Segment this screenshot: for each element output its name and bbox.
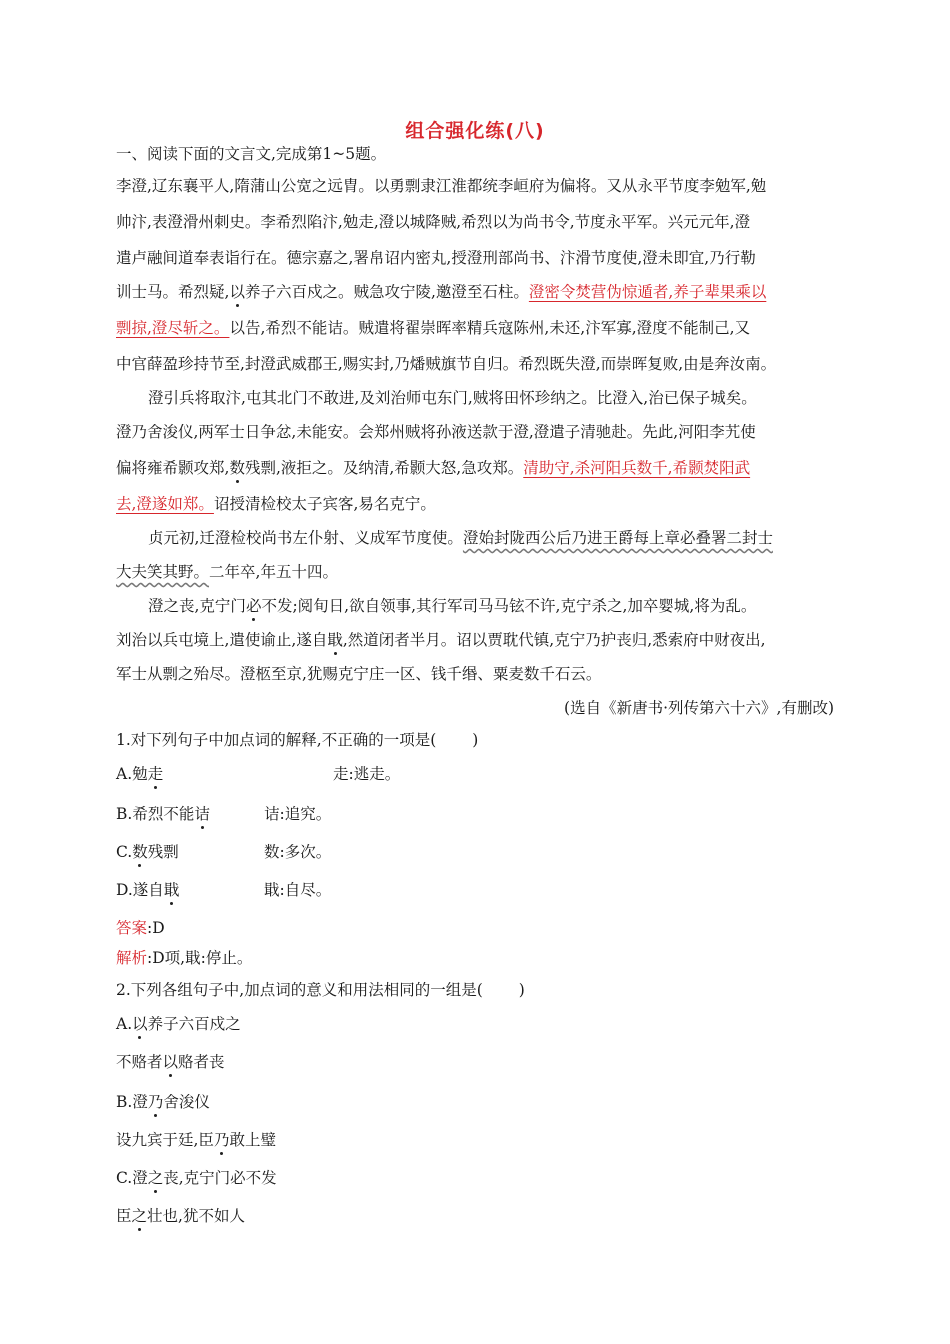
dotted-word: 以 <box>229 283 245 301</box>
answer <box>116 918 165 938</box>
analysis-label: 解析 <box>116 949 148 967</box>
underlined-sentence-1: 澄密令焚营伪惊遁者,养子辈果乘以 <box>528 283 767 301</box>
dotted-word: 诘 <box>194 805 210 823</box>
option-b-line-2: 设九宾于廷,臣乃敢上璧 <box>116 1131 276 1149</box>
passage-text: 养子六百戍之。贼急攻宁陵,邀澄至石柱。 <box>244 283 529 301</box>
passage-line: 遣卢融间道奉表诣行在。德宗嘉之,署帛诏内密丸,授澄刑部尚书、汴滑节度使,澄未即宜,乃行勒 <box>116 249 756 267</box>
question-text: 1.对下列句子中加点词的解释,不正确的一项是( <box>116 731 437 749</box>
passage-text: 刘治以兵屯境上,遣使谕止,遂自 <box>116 631 328 649</box>
section-intro: 一、阅读下面的文言文,完成第1~5题。 <box>116 145 387 163</box>
underlined-sentence-2-cont: 去,澄遂如郑。 <box>116 495 214 513</box>
underlined-sentence-2: 清助守,杀河阳兵数千,希颢焚阳武 <box>523 459 751 477</box>
passage-line <box>116 562 338 582</box>
wavy-underlined-sentence: 澄始封陇西公后乃进王爵每上章必叠署二封士 <box>462 529 773 547</box>
passage-text: 训士马。希烈疑, <box>116 283 230 301</box>
option-c-line-2: 臣之壮也,犹不如人 <box>116 1207 245 1225</box>
passage-line <box>148 528 773 548</box>
passage-text: 诏授清检校太子宾客,易名克宁。 <box>213 495 436 513</box>
question-text: ) <box>472 731 479 749</box>
option-b-explanation: 诘:追究。 <box>264 805 332 823</box>
option-label: D.遂自 <box>116 881 164 899</box>
dotted-word: 以 <box>132 1015 148 1033</box>
option-c-line-1: C.澄之丧,克宁门必不发 <box>116 1169 277 1187</box>
option-b <box>116 804 210 824</box>
option-a-line-1: A.以养子六百戍之 <box>116 1015 241 1033</box>
passage-line <box>116 458 750 478</box>
question-1-stem <box>116 730 478 750</box>
option-b-line-1: B.澄乃舍浚仪 <box>116 1093 210 1111</box>
passage-text: 残剽,液拒之。及纳清,希颢大怒,急攻郑。 <box>244 459 524 477</box>
passage-line: 中官薛盈珍持节至,封澄武威郡王,赐实封,乃燔贼旗节自归。希烈既失澄,而崇晖复败,由是奔汝南。 <box>116 355 777 373</box>
passage-text: 不发;阅旬日,欲自领事,其行军司马马铉不许,克宁杀之,加卒婴城,将为乱。 <box>261 597 757 615</box>
dotted-word: 戢 <box>327 631 343 649</box>
passage-line <box>116 212 750 232</box>
passage-text: 二年卒,年五十四。 <box>209 563 338 581</box>
passage-line: 李澄,辽东襄平人,隋蒲山公宽之远胄。以勇剽隶江淮都统李峘府为偏将。又从永平节度李勉军,勉 <box>116 177 767 195</box>
dotted-word: 之 <box>131 1207 148 1225</box>
question-2-stem <box>116 980 525 1000</box>
dotted-word: 数 <box>132 843 148 861</box>
option-c <box>116 842 179 862</box>
option-label: A.勉 <box>116 765 148 783</box>
question-text: 2.下列各组句子中,加点词的意义和用法相同的一组是( <box>116 981 483 999</box>
passage-text: ,然道闭者半月。诏以贾耽代镇,克宁乃护丧归,悉索府中财夜出, <box>342 631 766 649</box>
passage-line <box>116 282 766 302</box>
passage-line <box>116 318 750 338</box>
answer-value: :D <box>147 919 165 937</box>
option-a-explanation: 走:逃走。 <box>333 765 401 783</box>
wavy-underlined-sentence-cont: 大夫笑其野。 <box>116 563 210 581</box>
option-a <box>116 764 163 784</box>
dotted-word: 以 <box>162 1053 179 1071</box>
dotted-word: 乃 <box>147 1093 164 1111</box>
dotted-word: 数 <box>229 459 245 477</box>
passage-text: 偏将雍希颢攻郑, <box>116 459 230 477</box>
dotted-word: 走 <box>147 765 164 783</box>
option-text: 残剽 <box>147 843 179 861</box>
option-a-line-2: 不赂者以赂者丧 <box>116 1053 225 1071</box>
dotted-word: 乃 <box>213 1131 230 1149</box>
analysis-value: :D项,戢:停止。 <box>147 949 253 967</box>
page-title: 组合强化练(八) <box>405 120 545 142</box>
passage-line <box>148 596 756 616</box>
passage-line: 澄引兵将取汴,屯其北门不敢进,及刘治师屯东门,贼将田怀珍纳之。比澄入,治已保子城矣。 <box>148 389 757 407</box>
option-label: B.希烈不能 <box>116 805 195 823</box>
option-label: C. <box>116 843 133 861</box>
passage-line: 军士从剽之殆尽。澄柩至京,犹赐克宁庄一区、钱千缗、粟麦数千石云。 <box>116 665 602 683</box>
option-d <box>116 880 179 900</box>
source-citation: (选自《新唐书·列传第六十六》,有删改) <box>564 699 834 717</box>
underlined-sentence-1-cont: 剽掠,澄尽斩之。 <box>116 319 230 337</box>
passage-text: 以告,希烈不能诘。贼遣将翟崇晖率精兵寇陈州,未还,汴军寡,澄度不能制己,又 <box>229 319 751 337</box>
dotted-word: 戢 <box>163 881 180 899</box>
passage-text: 澄之丧,克宁门 <box>148 597 246 615</box>
question-text: ) <box>518 981 525 999</box>
passage-line <box>116 630 766 650</box>
dotted-word: 必 <box>245 597 262 615</box>
option-d-explanation: 戢:自尽。 <box>264 881 332 899</box>
option-c-explanation: 数:多次。 <box>264 843 332 861</box>
passage-text: 贞元初,迁澄检校尚书左仆射、义成军节度使。 <box>148 529 463 547</box>
passage-text: 帅汴,表澄滑州刺史。李希烈陷汴,勉走,澄以城降贼,希烈以为尚书令,节度永平军。兴元元年,澄 <box>116 213 751 231</box>
dotted-word: 之 <box>147 1169 164 1187</box>
passage-line: 澄乃舍浚仪,两军士日争忿,未能安。会郑州贼将孙液送款于澄,澄遣子清驰赴。先此,河阳李艽使 <box>116 423 756 441</box>
answer-label: 答案 <box>116 919 148 937</box>
passage-line <box>116 494 436 514</box>
analysis <box>116 948 252 968</box>
